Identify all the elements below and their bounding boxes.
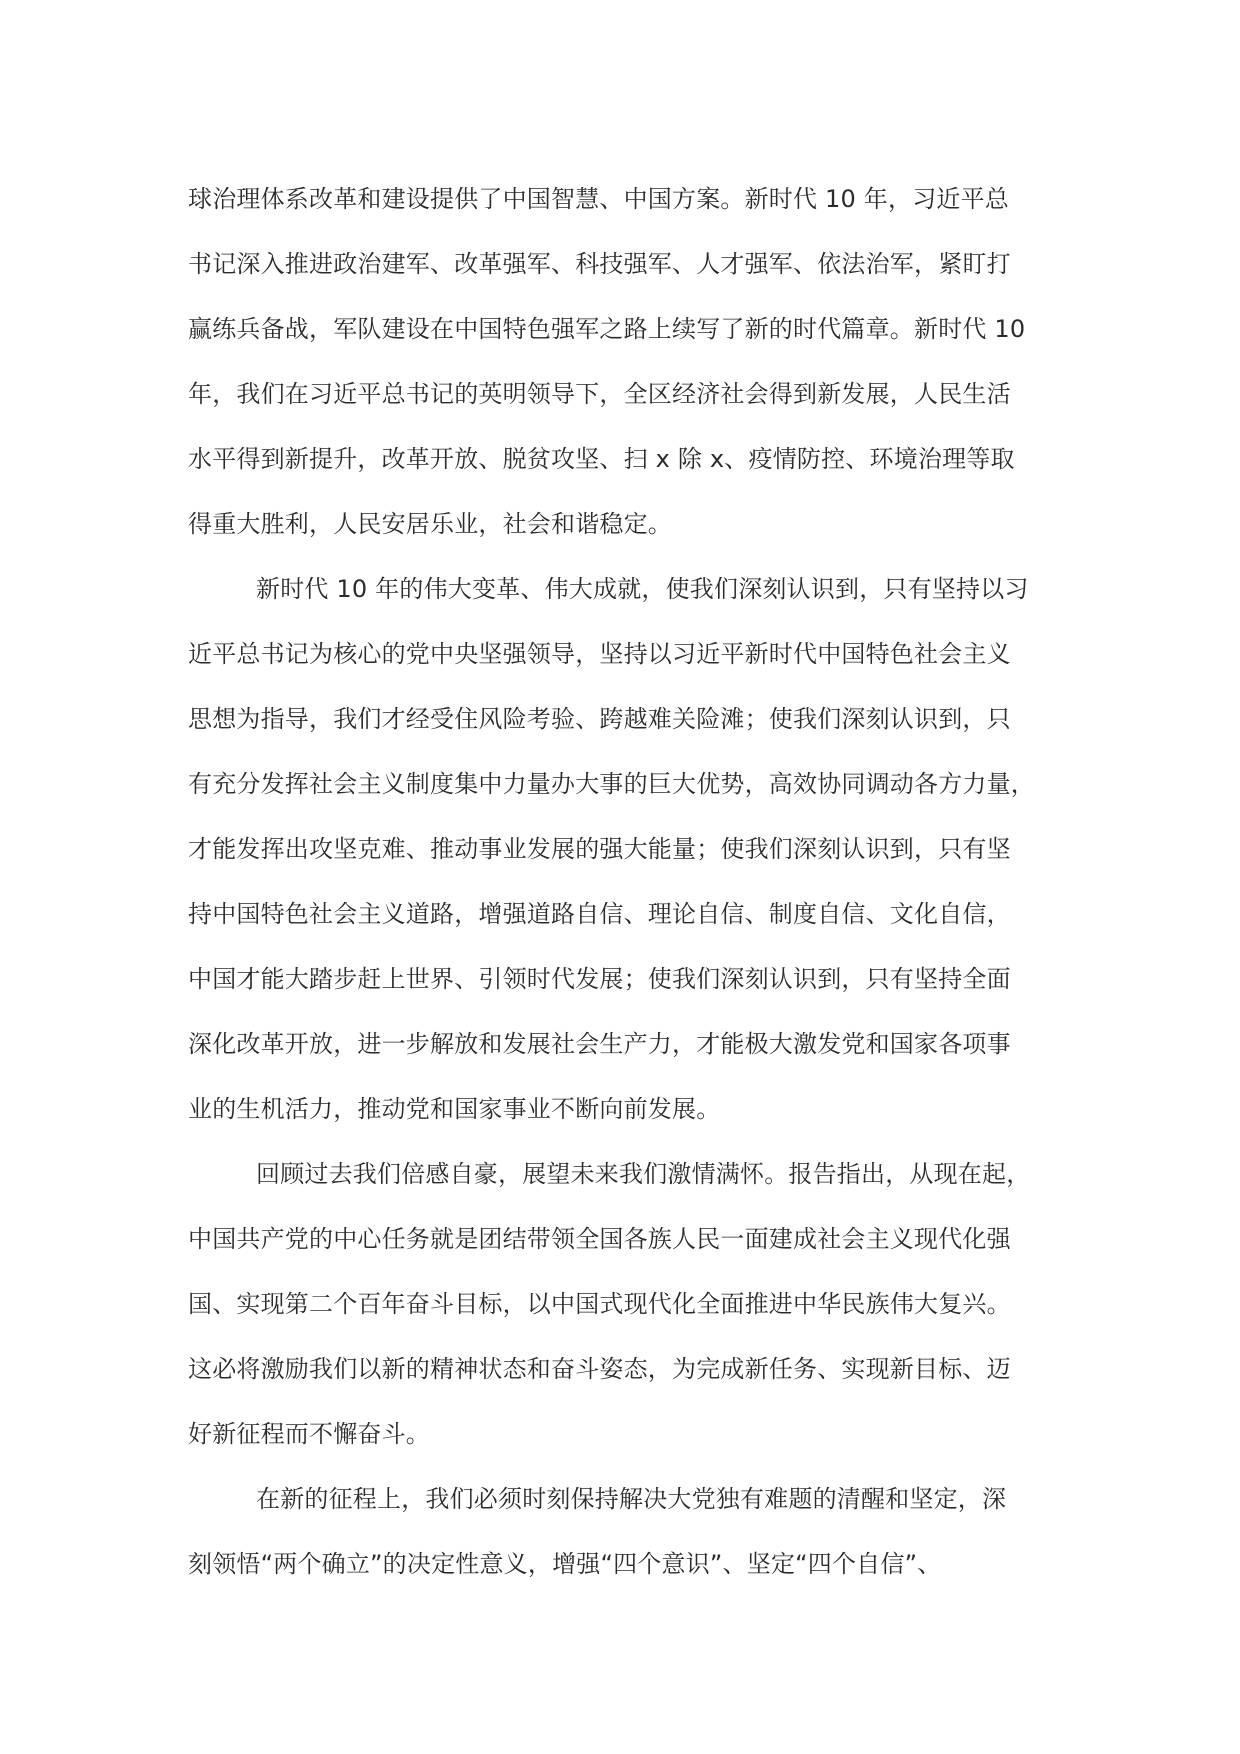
text-line: 中国才能大踏步赶上世界、引领时代发展；使我们深刻认识到，只有坚持全面 bbox=[188, 965, 1011, 993]
text-line: 持中国特色社会主义道路，增强道路自信、理论自信、制度自信、文化自信， bbox=[188, 900, 1011, 928]
text-line: 这必将激励我们以新的精神状态和奋斗姿态，为完成新任务、实现新目标、迈 bbox=[188, 1355, 1011, 1383]
paragraph-start-line: 新时代 10 年的伟大变革、伟大成就，使我们深刻认识到，只有坚持以习 bbox=[256, 575, 1029, 603]
text-line: 中国共产党的中心任务就是团结带领全国各族人民一面建成社会主义现代化强 bbox=[188, 1225, 1011, 1253]
text-line: 才能发挥出攻坚克难、推动事业发展的强大能量；使我们深刻认识到，只有坚 bbox=[188, 835, 1011, 863]
text-line: 年，我们在习近平总书记的英明领导下，全区经济社会得到新发展，人民生活 bbox=[188, 380, 1011, 408]
text-line: 好新征程而不懈奋斗。 bbox=[188, 1420, 430, 1448]
text-line: 球治理体系改革和建设提供了中国智慧、中国方案。新时代 10 年，习近平总 bbox=[188, 185, 1009, 213]
paragraph-start-line: 在新的征程上，我们必须时刻保持解决大党独有难题的清醒和坚定，深 bbox=[256, 1485, 1007, 1513]
text-line: 赢练兵备战，军队建设在中国特色强军之路上续写了新的时代篇章。新时代 10 bbox=[188, 315, 1026, 343]
text-line: 思想为指导，我们才经受住风险考验、跨越难关险滩；使我们深刻认识到，只 bbox=[188, 705, 1011, 733]
document-body bbox=[188, 176, 1068, 1606]
text-line: 国、实现第二个百年奋斗目标，以中国式现代化全面推进中华民族伟大复兴。 bbox=[188, 1290, 1011, 1318]
paragraph-start-line: 回顾过去我们倍感自豪，展望未来我们激情满怀。报告指出，从现在起， bbox=[256, 1160, 1031, 1188]
text-line: 刻领悟“两个确立”的决定性意义，增强“四个意识”、坚定“四个自信”、 bbox=[188, 1550, 942, 1578]
text-line: 近平总书记为核心的党中央坚强领导，坚持以习近平新时代中国特色社会主义 bbox=[188, 640, 1011, 668]
text-line: 得重大胜利，人民安居乐业，社会和谐稳定。 bbox=[188, 510, 672, 538]
text-line: 书记深入推进政治建军、改革强军、科技强军、人才强军、依法治军，紧盯打 bbox=[188, 250, 1011, 278]
text-line: 深化改革开放，进一步解放和发展社会生产力，才能极大激发党和国家各项事 bbox=[188, 1030, 1011, 1058]
text-line: 有充分发挥社会主义制度集中力量办大事的巨大优势，高效协同调动各方力量， bbox=[188, 770, 1035, 798]
text-line: 水平得到新提升，改革开放、脱贫攻坚、扫 x 除 x、疫情防控、环境治理等取 bbox=[188, 445, 1015, 473]
text-line: 业的生机活力，推动党和国家事业不断向前发展。 bbox=[188, 1095, 721, 1123]
